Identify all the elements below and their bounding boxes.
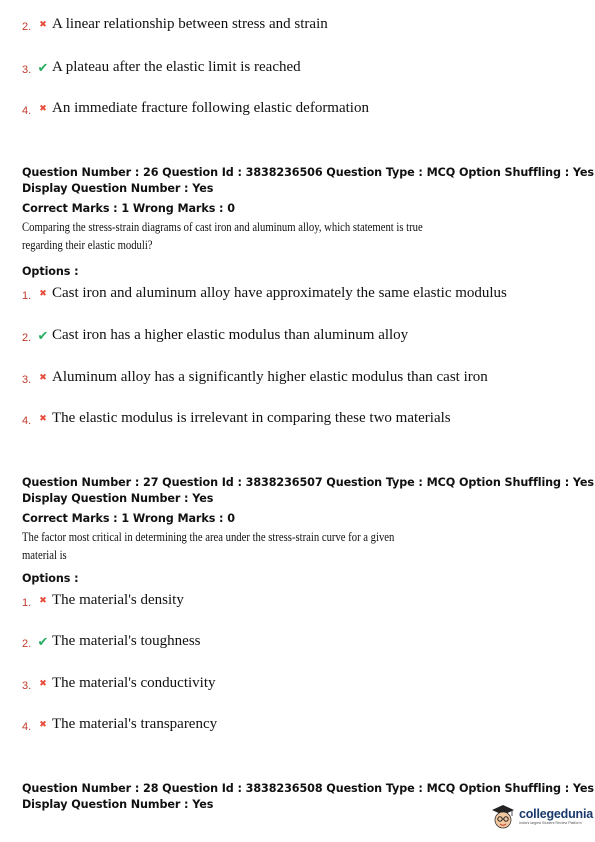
option-text: Aluminum alloy has a significantly higher elastic modulus than cast iron [52,368,488,385]
options-label: Options : [22,265,79,278]
question-text [22,528,394,564]
logo-name: collegedunia [519,807,594,821]
option-item [22,325,408,345]
cross-icon: ✖ [39,373,47,383]
option-item [22,631,201,651]
option-text: The material's transparency [52,715,218,732]
question-text-line: regarding their elastic moduli? [22,237,153,252]
option-number: 1. [22,597,32,609]
option-text: Cast iron and aluminum alloy have approximately the same elastic modulus [52,284,507,301]
option-text: The material's density [52,591,184,608]
cross-icon: ✖ [39,289,47,299]
option-number: 1. [22,290,32,302]
option-text: The elastic modulus is irrelevant in comparing these two materials [52,409,451,426]
option-number: 2. [22,21,32,33]
option-item [22,57,301,77]
option-number: 2. [22,638,32,650]
cross-icon: ✖ [39,679,47,689]
option-item [22,590,184,610]
display-question-number: Display Question Number : Yes [22,798,214,811]
option-number: 4. [22,415,32,427]
option-item [22,673,215,693]
option-text: The material's conductivity [52,674,216,691]
option-number: 3. [22,374,32,386]
option-text: A plateau after the elastic limit is reached [52,58,301,75]
option-item [22,408,451,428]
option-item [22,98,369,118]
option-number: 3. [22,64,32,76]
options-label: Options : [22,572,79,585]
display-question-number: Display Question Number : Yes [22,492,214,505]
option-item [22,283,507,303]
logo-tagline: India's largest Student Review Platform [519,821,582,825]
question-text-line: Comparing the stress-strain diagrams of cast iron and aluminum alloy, which statement is true [22,219,423,234]
checkmark-icon: ✔ [37,328,49,344]
mascot-icon [490,803,516,831]
question-header: Question Number : 28 Question Id : 3838236508 Question Type : MCQ Option Shuffling : Yes [22,782,594,795]
cross-icon: ✖ [39,414,47,424]
option-number: 3. [22,680,32,692]
marks-info: Correct Marks : 1 Wrong Marks : 0 [22,202,235,215]
cross-icon: ✖ [39,104,47,114]
option-text: Cast iron has a higher elastic modulus than aluminum alloy [52,326,409,343]
option-text: A linear relationship between stress and strain [52,15,328,32]
question-header: Question Number : 27 Question Id : 3838236507 Question Type : MCQ Option Shuffling : Yes [22,476,594,489]
option-text: The material's toughness [52,632,201,649]
option-item [22,14,328,34]
checkmark-icon: ✔ [37,634,49,650]
question-text-line: The factor most critical in determining the area under the stress-strain curve for a given [22,529,395,544]
option-number: 4. [22,105,32,117]
collegedunia-logo [490,800,594,834]
marks-info: Correct Marks : 1 Wrong Marks : 0 [22,512,235,525]
option-text: An immediate fracture following elastic deformation [52,99,369,116]
question-text-line: material is [22,547,67,562]
cross-icon: ✖ [39,596,47,606]
cross-icon: ✖ [39,20,47,30]
option-number: 4. [22,721,32,733]
option-number: 2. [22,332,32,344]
question-text [22,218,423,254]
cross-icon: ✖ [39,720,47,730]
question-header: Question Number : 26 Question Id : 3838236506 Question Type : MCQ Option Shuffling : Yes [22,166,594,179]
display-question-number: Display Question Number : Yes [22,182,214,195]
checkmark-icon: ✔ [37,60,49,76]
option-item [22,367,488,387]
option-item [22,714,217,734]
